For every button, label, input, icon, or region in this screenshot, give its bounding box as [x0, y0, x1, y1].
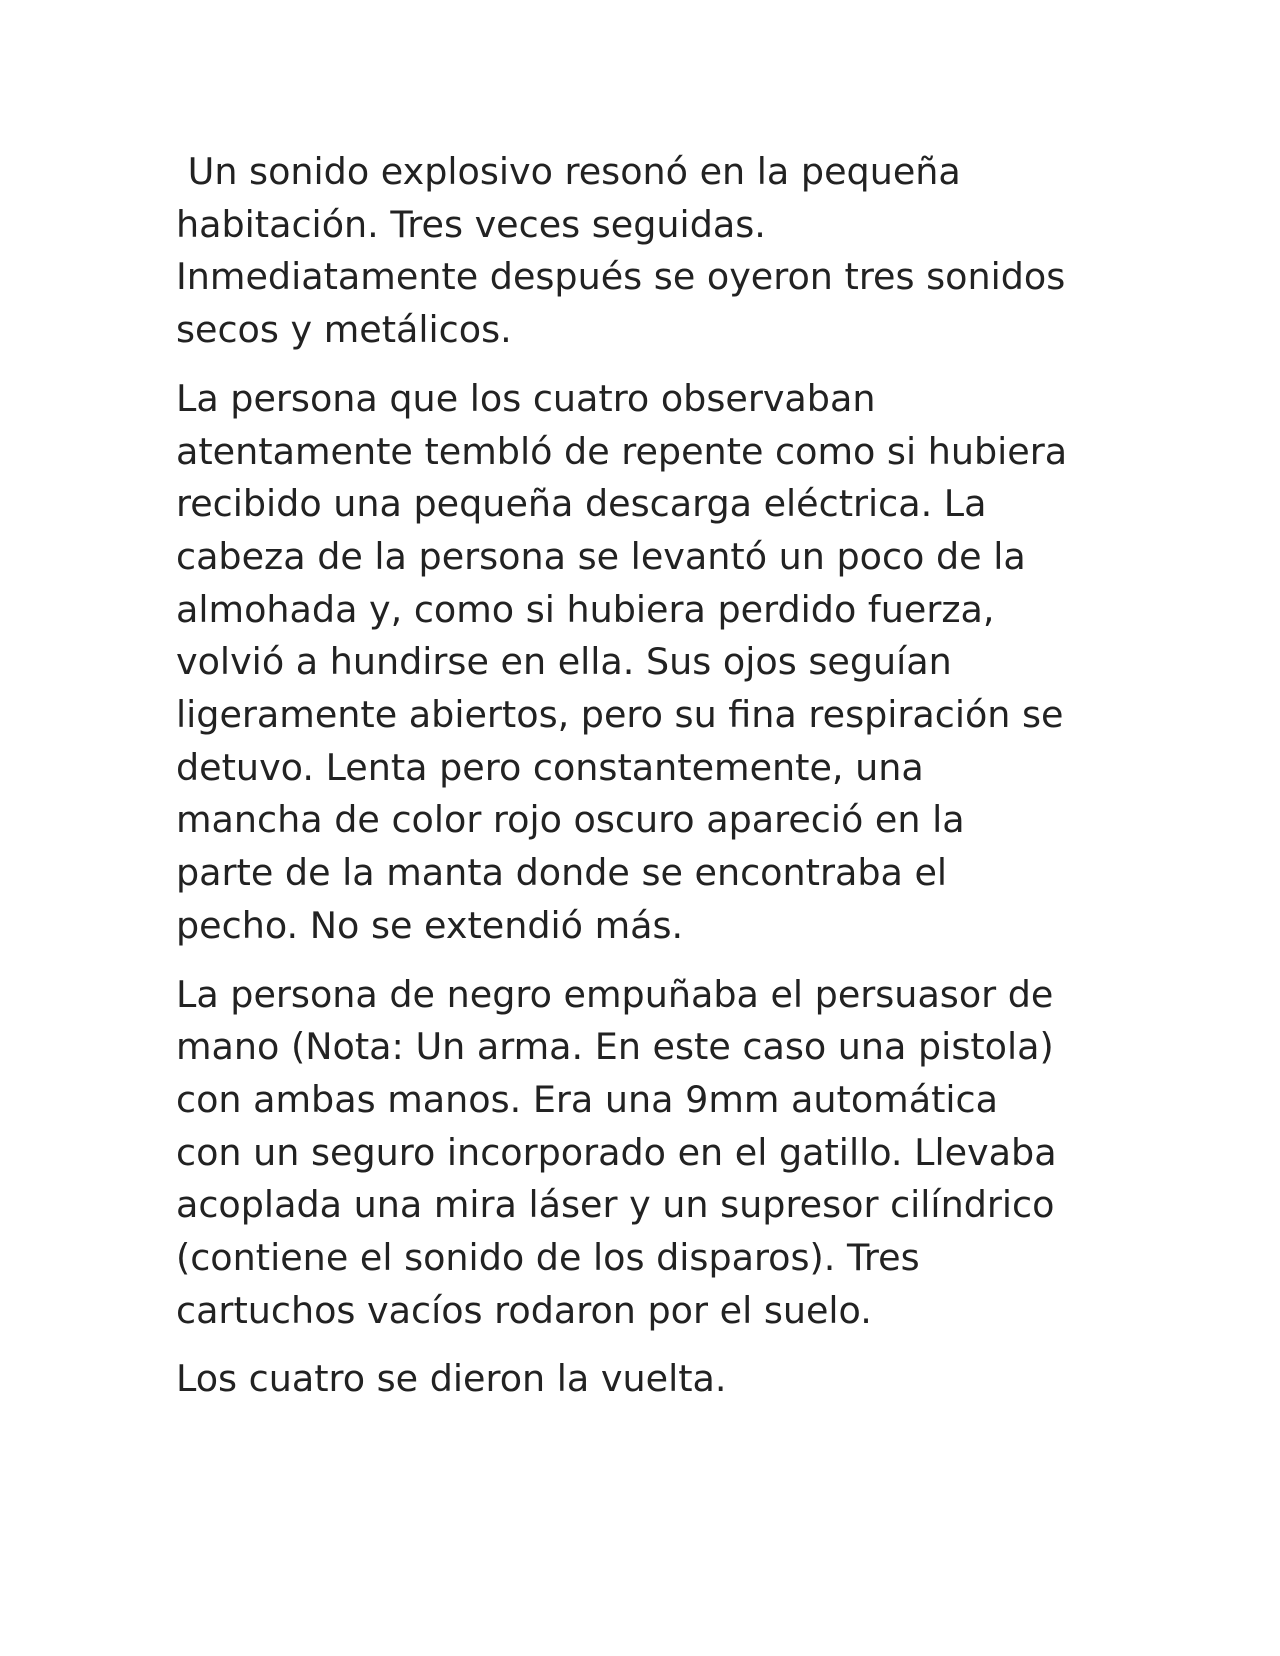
paragraph-4: [176, 1353, 1116, 1406]
paragraph-line: cartuchos vacíos rodaron por el suelo.: [176, 1288, 872, 1332]
paragraph-line: secos y metálicos.: [176, 308, 512, 352]
paragraph-1: [176, 146, 1116, 357]
paragraph-line: con un seguro incorporado en el gatillo. Llevaba: [176, 1130, 1057, 1174]
paragraph-line: parte de la manta donde se encontraba el: [176, 851, 948, 895]
paragraph-line: detuvo. Lenta pero constantemente, una: [176, 745, 924, 789]
paragraph-line: La persona de negro empuñaba el persuasor de: [176, 972, 1054, 1016]
paragraph-line: mancha de color rojo oscuro apareció en la: [176, 798, 965, 842]
paragraph-line: con ambas manos. Era una 9mm automática: [176, 1077, 998, 1121]
paragraph-line: Inmediatamente después se oyeron tres sonidos: [176, 255, 1066, 299]
paragraph-line: volvió a hundirse en ella. Sus ojos seguían: [176, 640, 952, 684]
document-page: [176, 146, 1116, 1422]
paragraph-line: (contiene el sonido de los disparos). Tres: [176, 1236, 920, 1280]
paragraph-line: ligeramente abiertos, pero su fina respiración se: [176, 693, 1064, 737]
paragraph-line: cabeza de la persona se levantó un poco de la: [176, 534, 1026, 578]
paragraph-line: Un sonido explosivo resonó en la pequeña: [176, 150, 961, 193]
paragraph-line: mano (Nota: Un arma. En este caso una pistola): [176, 1025, 1054, 1069]
paragraph-3: [176, 969, 1116, 1338]
paragraph-line: Los cuatro se dieron la vuelta.: [176, 1357, 727, 1401]
paragraph-line: habitación. Tres veces seguidas.: [176, 202, 766, 246]
paragraph-line: recibido una pequeña descarga eléctrica. La: [176, 482, 987, 526]
paragraph-line: La persona que los cuatro observaban: [176, 376, 876, 420]
paragraph-line: acoplada una mira láser y un supresor cilíndrico: [176, 1183, 1055, 1227]
paragraph-line: atentamente tembló de repente como si hubiera: [176, 429, 1068, 473]
paragraph-2: [176, 373, 1116, 953]
paragraph-line: almohada y, como si hubiera perdido fuerza,: [176, 587, 995, 631]
paragraph-line: pecho. No se extendió más.: [176, 903, 684, 947]
